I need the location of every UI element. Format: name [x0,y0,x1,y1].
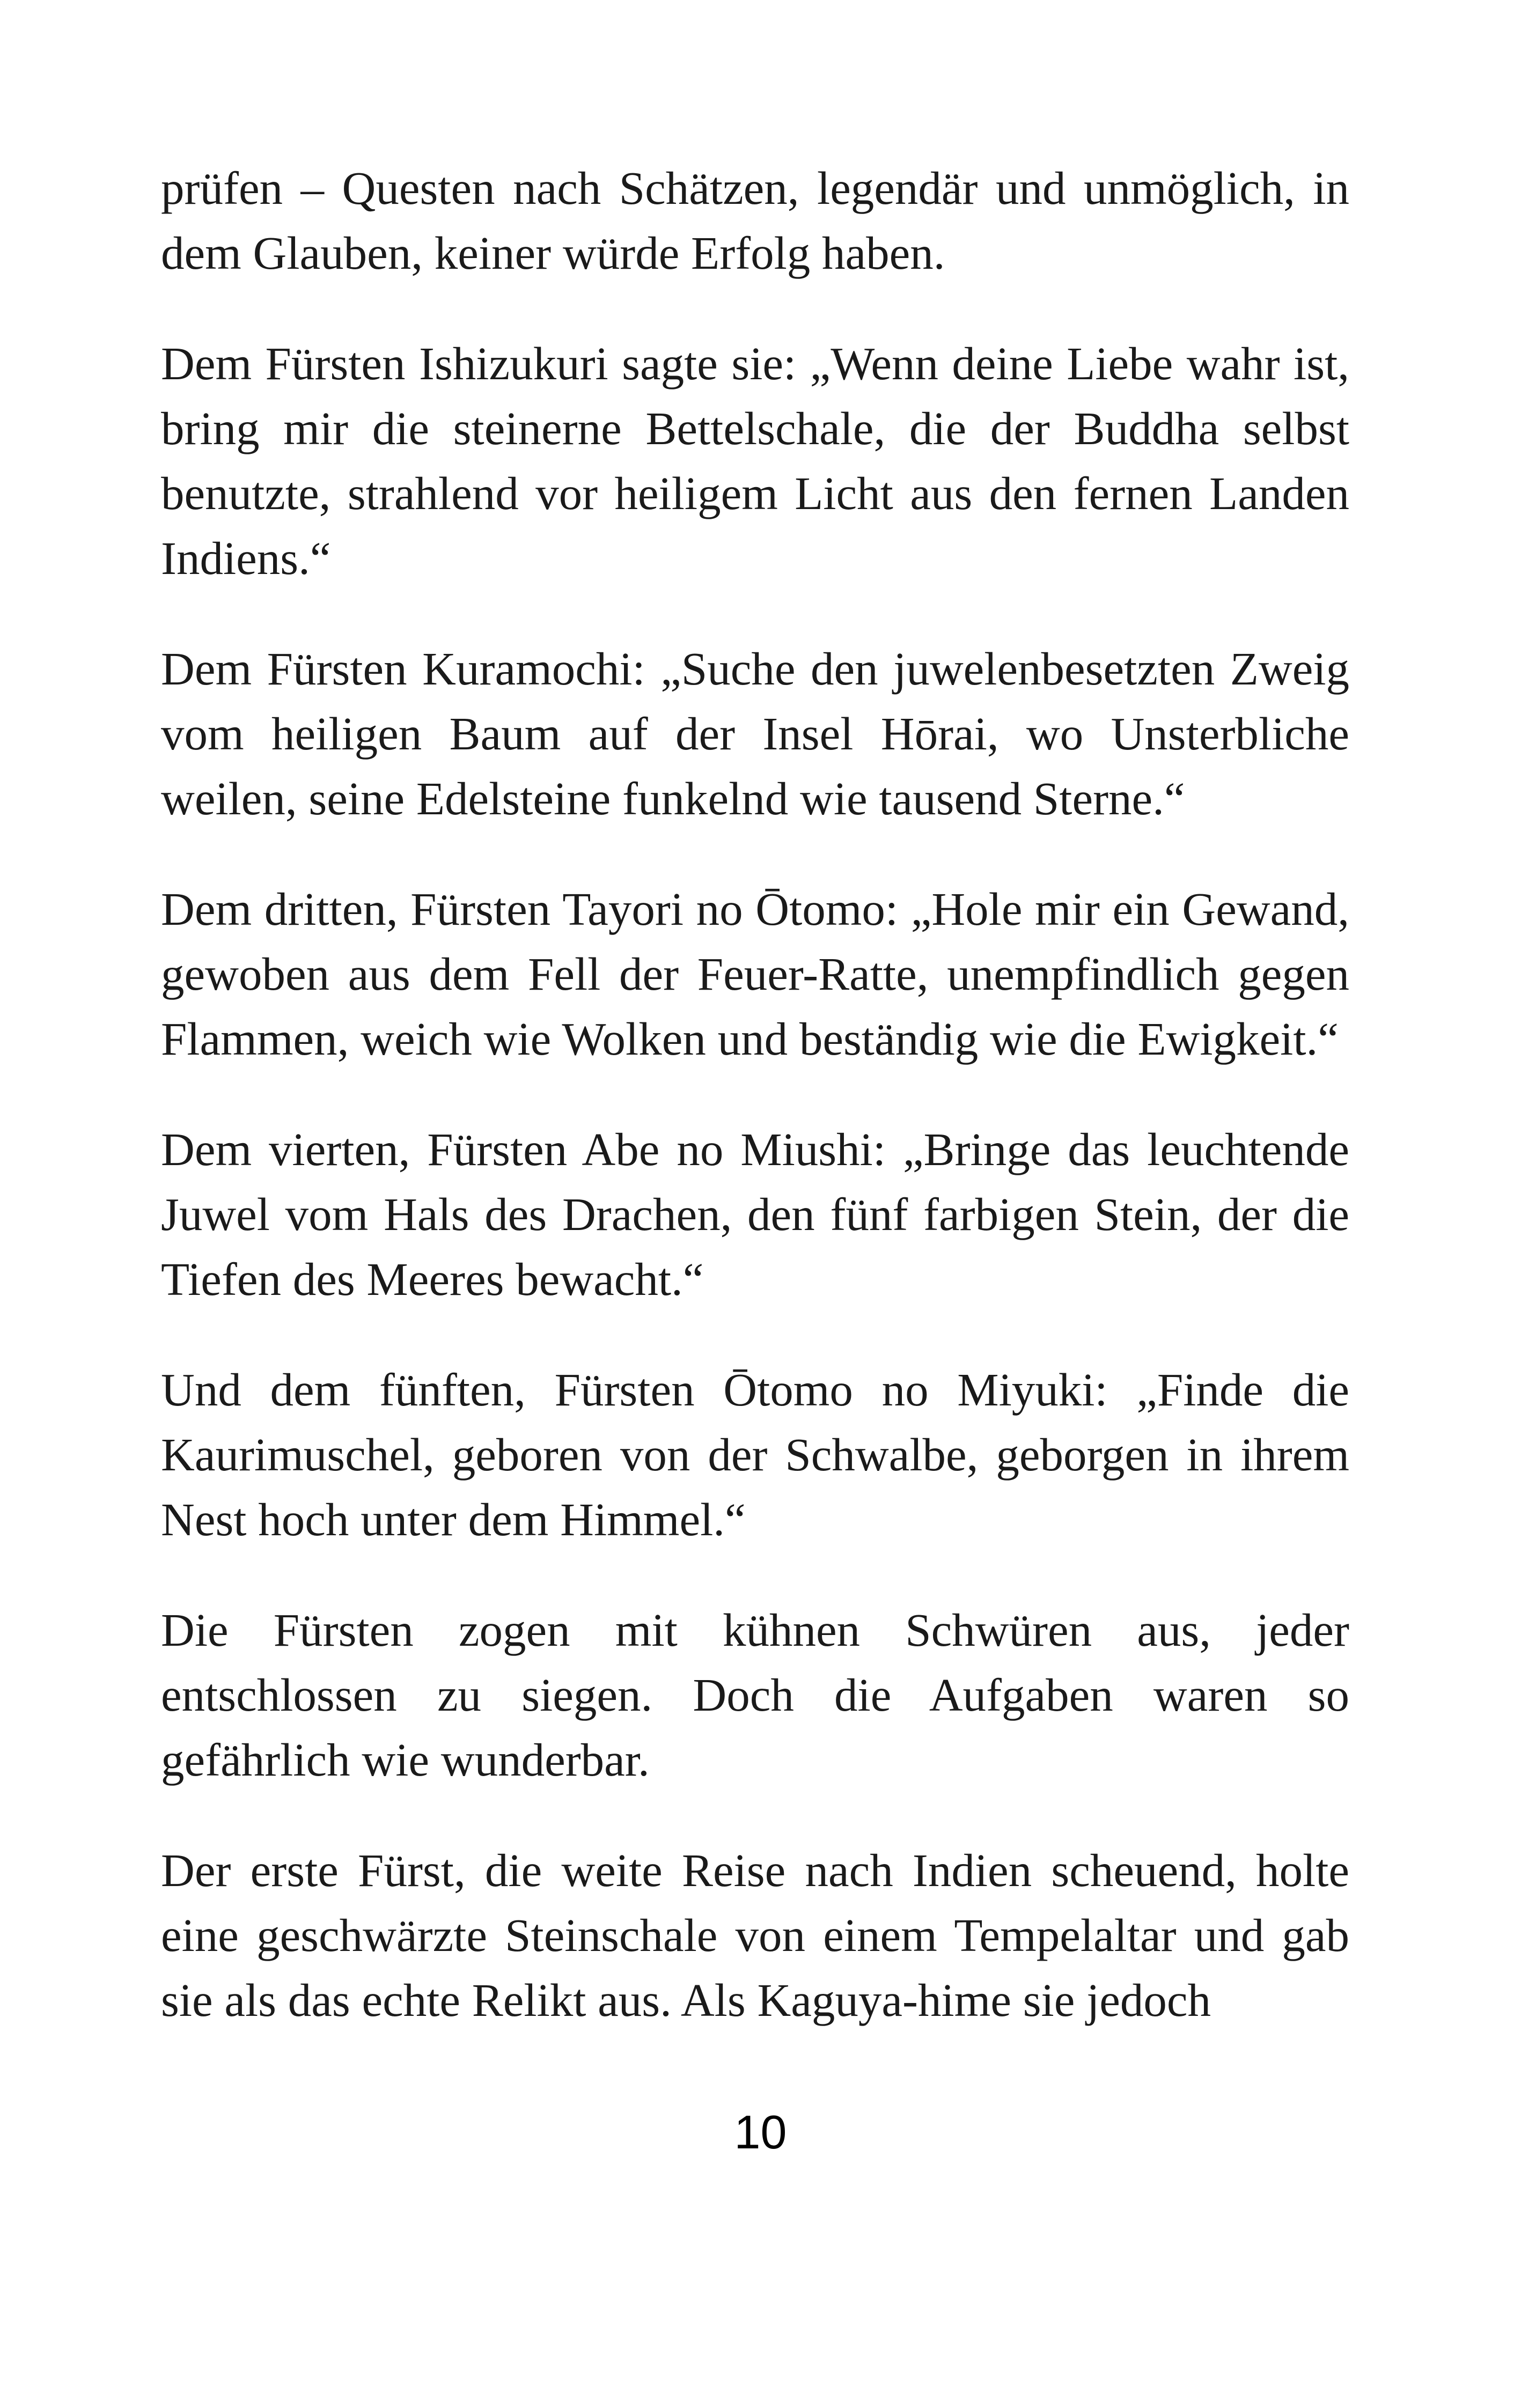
paragraph: Dem Fürsten Ishizukuri sagte sie: „Wenn deine Liebe wahr ist, bring mir die steinerne Bettelschale, die der Buddha selbst benutzte, strahlend vor heiligem Licht aus den fernen Landen Indiens.“ [161,337,1349,584]
paragraph: prüfen – Questen nach Schätzen, legendär und unmöglich, in dem Glauben, keiner würde Erfolg haben. [161,162,1349,279]
paragraph: Dem dritten, Fürsten Tayori no Ōtomo: „Hole mir ein Gewand, gewoben aus dem Fell der Feuer-Ratte, unempfindlich gegen Flammen, weich wie Wolken und beständig wie die Ewigkeit.“ [161,883,1349,1065]
paragraph: Dem Fürsten Kuramochi: „Suche den juwelenbesetzten Zweig vom heiligen Baum auf der Insel Hōrai, wo Unsterbliche weilen, seine Edelsteine funkelnd wie tausend Sterne.“ [161,643,1349,824]
paragraph: Die Fürsten zogen mit kühnen Schwüren aus, jeder entschlossen zu siegen. Doch die Aufgaben waren so gefährlich wie wunderbar. [161,1604,1349,1786]
paragraph: Und dem fünften, Fürsten Ōtomo no Miyuki: „Finde die Kaurimuschel, geboren von der Schwalbe, geborgen in ihrem Nest hoch unter dem Himmel.“ [161,1364,1349,1545]
paragraph: Dem vierten, Fürsten Abe no Miushi: „Bringe das leuchtende Juwel vom Hals des Drachen, den fünf farbigen Stein, der die Tiefen des Meeres bewacht.“ [161,1123,1349,1305]
page-number: 10 [734,2105,787,2159]
body-text [161,156,1349,2033]
paragraph: Der erste Fürst, die weite Reise nach Indien scheuend, holte eine geschwärzte Steinschale von einem Tempelaltar und gab sie als das echte Relikt aus. Als Kaguya-hime sie jedoch [161,1844,1349,2026]
